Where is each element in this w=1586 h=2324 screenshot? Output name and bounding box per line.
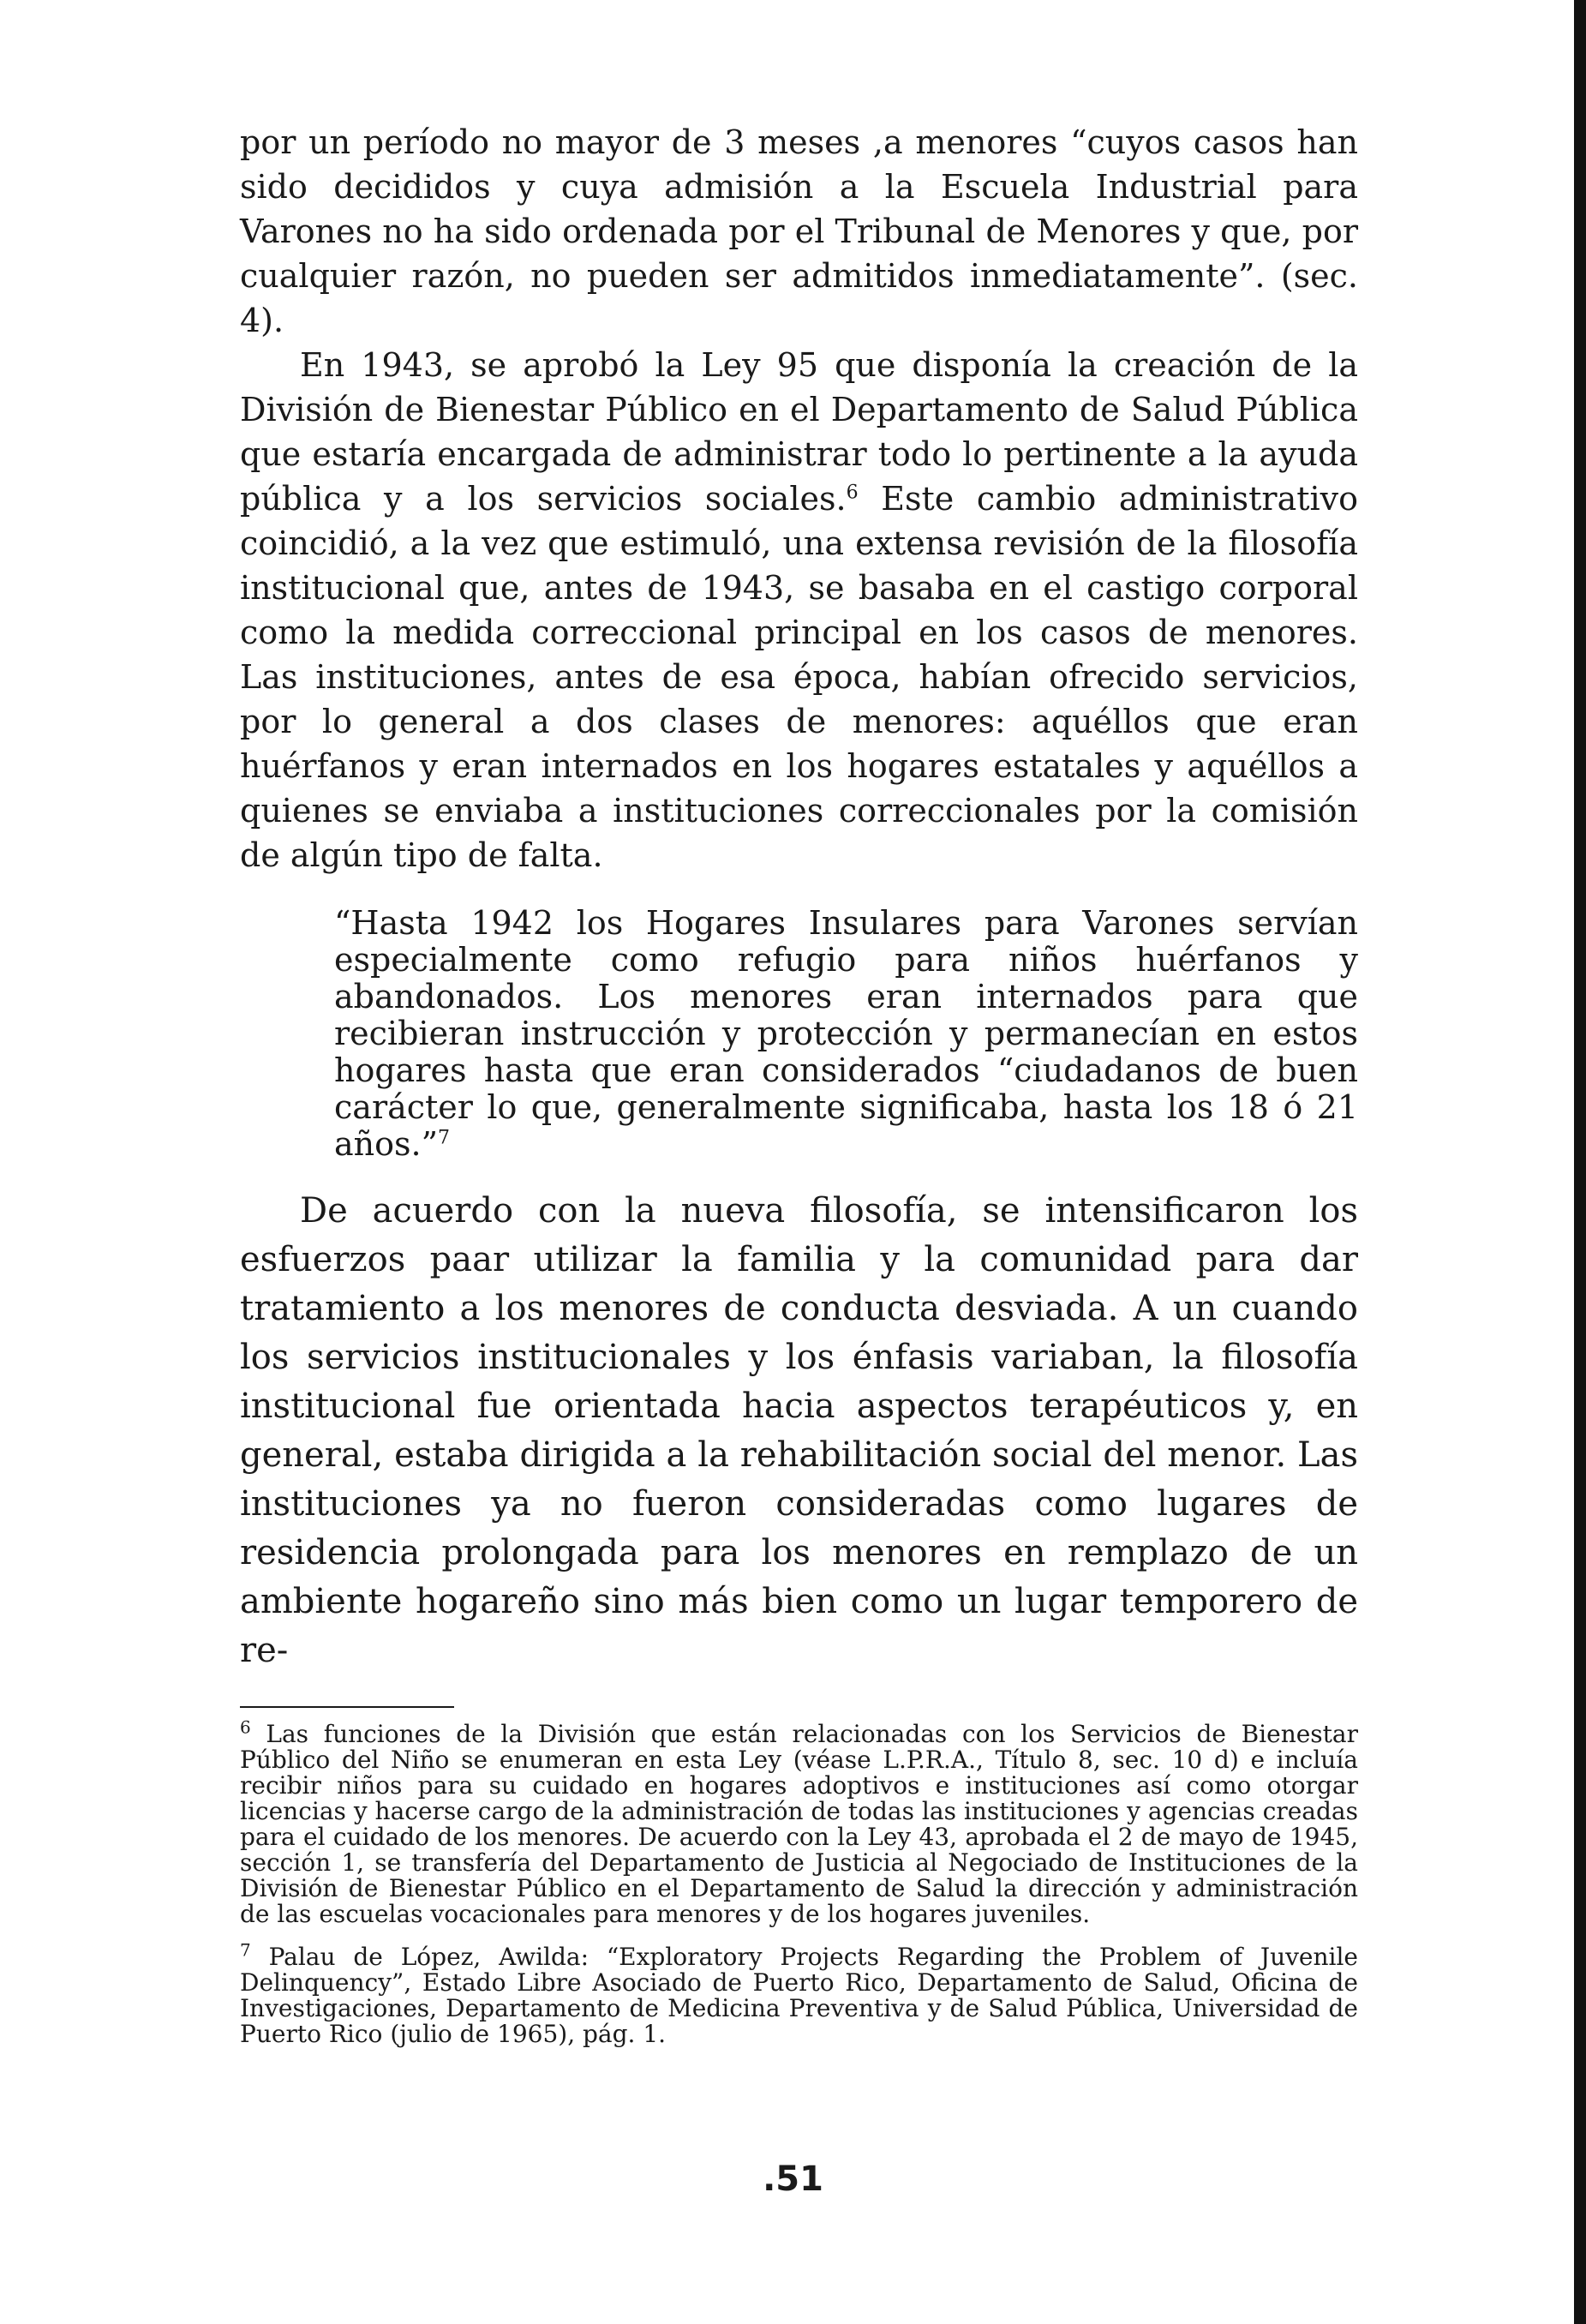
- block-quote: [334, 905, 1358, 1163]
- footnote-6-text: Las funciones de la División que están relacionadas con los Servicios de Bienestar Público del Niño se enumeran en esta Ley (véase L.P.R.A., Título 8, sec. 10 d) e incluía recibir niños para su cuidado en hogares adoptivos e instituciones así como otorgar licencias y hacerse cargo de la administración de todas las instituciones y agencias creadas para el cuidado de los menores. De acuerdo con la Ley 43, aprobada el 2 de mayo de 1945, sección 1, se transfería del Departamento de Justicia al Negociado de Instituciones de la División de Bienestar Público en el Departamento de Salud la dirección y administración de las escuelas vocacionales para menores y de los hogares juveniles.: [240, 1720, 1358, 1928]
- page-edge-shadow: [1574, 0, 1586, 2324]
- footnote-6-marker: 6: [240, 1716, 251, 1738]
- paragraph-2: [240, 343, 1358, 877]
- page-number: .51: [763, 2159, 823, 2199]
- paragraph-2-text-b: Este cambio administrativo coincidió, a la vez que estimuló, una extensa revisión de la filosofía institucional que, antes de 1943, se basaba en el castigo corporal como la medida correccional principal en los casos de menores. Las instituciones, antes de esa época, habían ofrecido servicios, por lo general a dos clases de menores: aquéllos que eran huérfanos y eran internados en los hogares estatales y aquéllos a quienes se enviaba a instituciones correccionales por la comisión de algún tipo de falta.: [240, 480, 1358, 874]
- footnote-7-text: Palau de López, Awilda: “Exploratory Projects Regarding the Problem of Juvenile Delinquency”, Estado Libre Asociado de Puerto Rico, Departamento de Salud, Oficina de Investigaciones, Departamento de Medicina Preventiva y de Salud Pública, Universidad de Puerto Rico (julio de 1965), pág. 1.: [240, 1943, 1358, 2048]
- paragraph-3: De acuerdo con la nueva filosofía, se intensificaron los esfuerzos paar utilizar la familia y la comunidad para dar tratamiento a los menores de conducta desviada. A un cuando los servicios institucionales y los énfasis variaban, la filosofía institucional fue orientada hacia aspectos terapéuticos y, en general, estaba dirigida a la rehabilitación social del menor. Las instituciones ya no fueron consideradas como lugares de residencia prolongada para los menores en remplazo de un ambiente hogareño sino más bien como un lugar temporero de re-: [240, 1191, 1358, 1670]
- footnote-divider: [240, 1706, 454, 1708]
- paragraph-1: por un período no mayor de 3 meses ,a menores “cuyos casos han sido decididos y cuya admisión a la Escuela Industrial para Varones no ha sido ordenada por el Tribunal de Menores y que, por cualquier razón, no pueden ser admitidos inmediatamente”. (sec. 4).: [240, 123, 1358, 339]
- page-body: [240, 120, 1358, 2064]
- block-quote-text: “Hasta 1942 los Hogares Insulares para Varones servían especialmente como refugio para niños huérfanos y abandonados. Los menores eran internados para que recibieran instrucción y protección y permanecían en estos hogares hasta que eran considerados “ciudadanos de buen carácter lo que, generalmente significaba, hasta los 18 ó 21 años.”: [334, 904, 1358, 1163]
- footnote-7-marker: 7: [240, 1939, 251, 1961]
- footnote-ref-7[interactable]: 7: [438, 1127, 451, 1149]
- paragraph-2-text-a: En 1943, se aprobó la Ley 95 que disponía la creación de la División de Bienestar Público en el Departamento de Salud Pública que estaría encargada de administrar todo lo pertinente a la ayuda pública y a los servicios sociales.: [240, 346, 1358, 518]
- footnote-ref-6[interactable]: 6: [846, 482, 859, 504]
- footnote-6: [240, 1716, 1358, 1928]
- footnote-7: [240, 1939, 1358, 2048]
